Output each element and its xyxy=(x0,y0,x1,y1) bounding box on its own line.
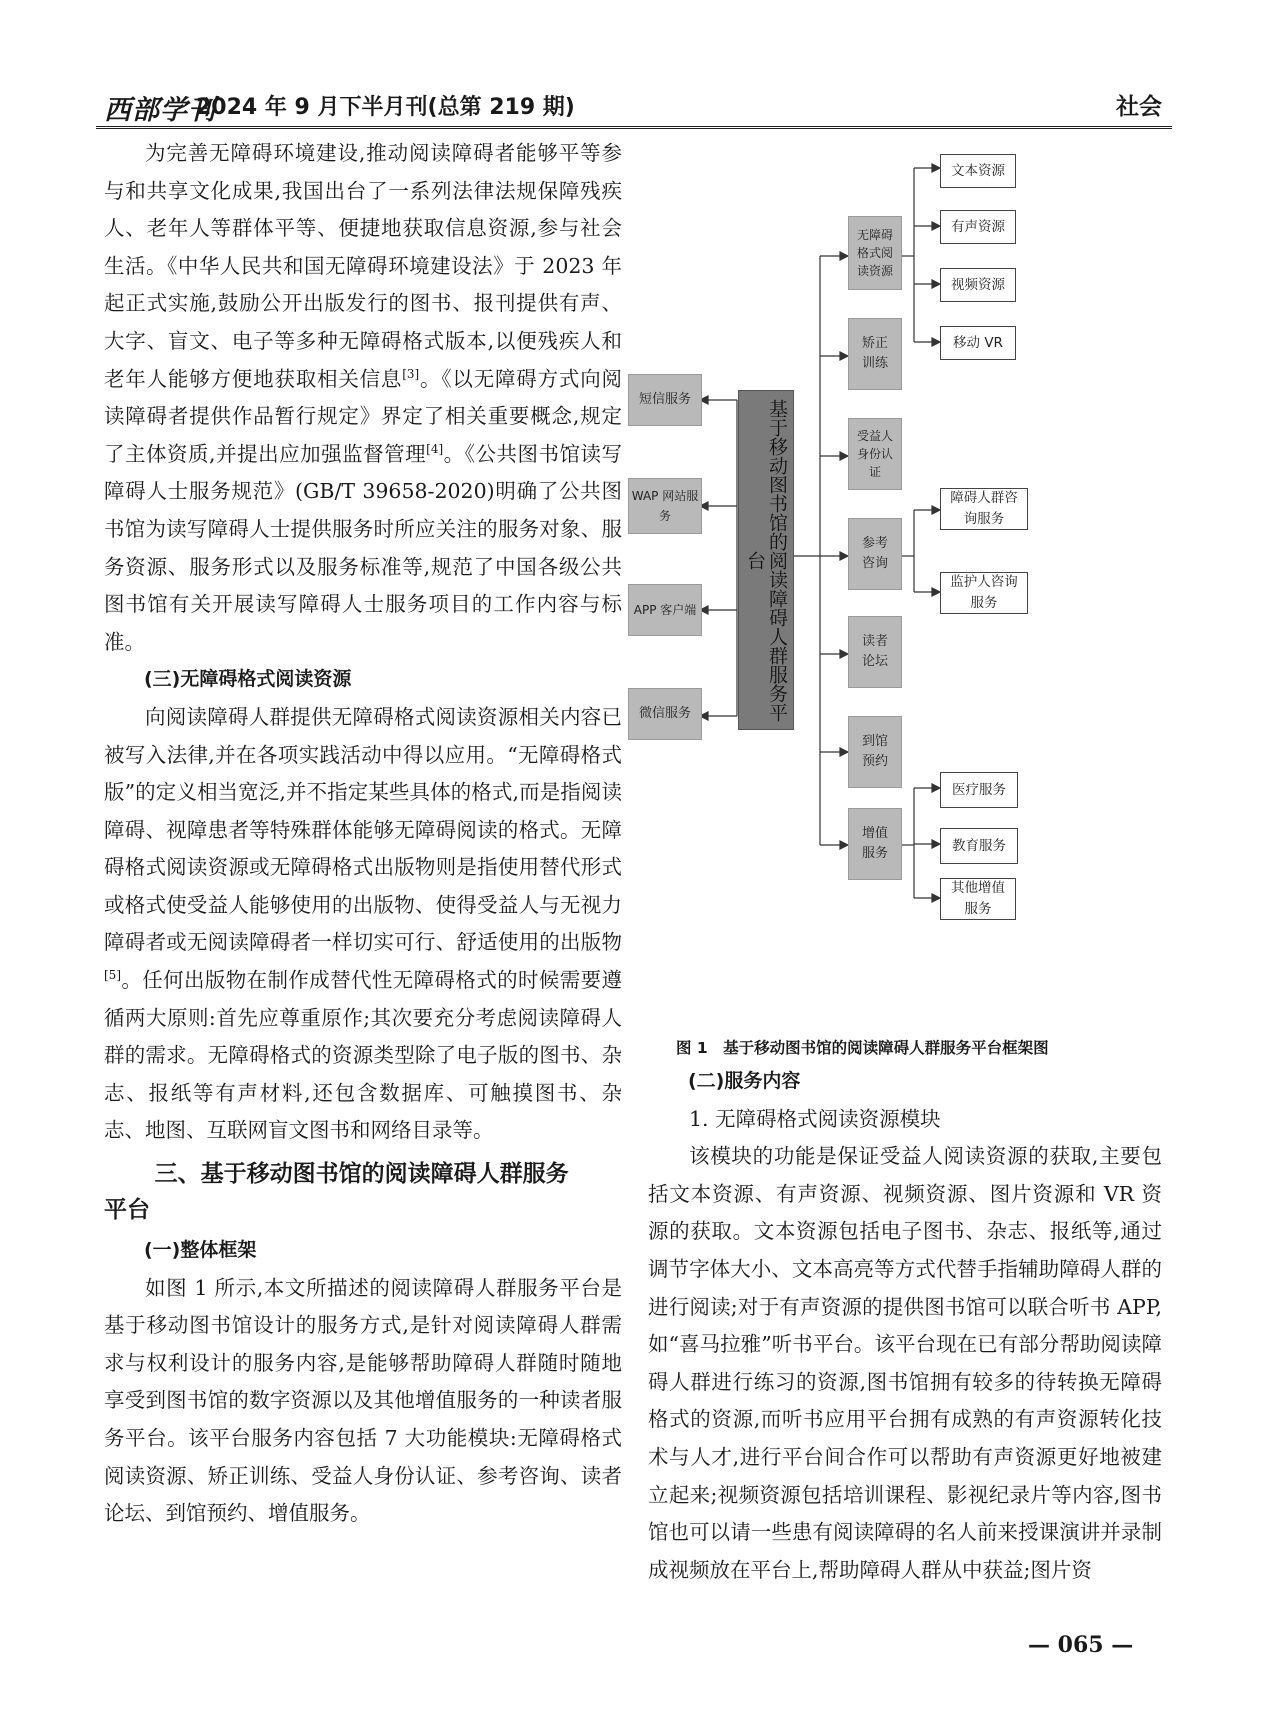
paragraph: 向阅读障碍人群提供无障碍格式阅读资源相关内容已被写入法律,并在各项实践活动中得以应用。“无障碍格式版”的定义相当宽泛,并不指定某些具体的格式,而是指阅读障碍、视障患者等特殊群体能够无障碍阅读的格式。无障碍格式阅读资源或无障碍格式出版物则是指使用替代形式或格式使受益人能够使用的出版物、使得受益人与无视力障碍者或无阅读障碍者一样切实可行、舒适使用的出版物[5]。任何出版物在制作成替代性无障碍格式的时候需要遵循两大原则:首先应尊重原作;其次要充分考虑阅读障碍人群的需求。无障碍格式的资源类型除了电子版的图书、杂志、报纸等有声材料,还包含数据库、可触摸图书、杂志、地图、互联网盲文图书和网络目录等。 xyxy=(104,704,622,1143)
sub-resource-box: 视频资源 xyxy=(940,268,1016,302)
module-box: 增值服务 xyxy=(848,808,902,880)
platform-center-box: 基于移动图书馆的阅读障碍人群服务平台 xyxy=(738,390,794,730)
subsection-heading: (三)无障碍格式阅读资源 xyxy=(144,668,352,691)
sub-value-box: 教育服务 xyxy=(940,828,1018,864)
page-number: — 065 — xyxy=(1028,1632,1134,1658)
subsubsection-heading: 1. 无障碍格式阅读资源模块 xyxy=(689,1106,941,1131)
section-heading-cont: 平台 xyxy=(104,1197,150,1224)
section-heading: 三、基于移动图书馆的阅读障碍人群服务 xyxy=(154,1161,569,1188)
paragraph: 为完善无障碍环境建设,推动阅读障碍者能够平等参与和共享文化成果,我国出台了一系列法律法规保障残疾人、老年人等群体平等、便捷地获取信息资源,参与社会生活。《中华人民共和国无障碍环境建设法》于 2023 年起正式实施,鼓励公开出版发行的图书、报刊提供有声、大字、盲文、电子等多种无障碍格式版本,以便残疾人和老年人能够方便地获取相关信息[3]。《以无障碍方式向阅读障碍者提供作品暂行规定》界定了相关重要概念,规定了主体资质,并提出应加强监督管理[4]。《公共图书馆读写障碍人士服务规范》(GB/T 39658-2020)明确了公共图书馆为读写障碍人士提供服务时所应关注的服务对象、服务资源、服务形式以及服务标准等,规范了中国各级公共图书馆有关开展读写障碍人士服务项目的工作内容与标准。 xyxy=(104,141,623,654)
channel-box: APP 客户端 xyxy=(628,584,702,636)
framework-figure xyxy=(631,160,1162,1020)
channel-box: WAP 网站服务 xyxy=(628,478,702,534)
module-box: 到馆预约 xyxy=(848,716,902,788)
subsection-heading: (一)整体框架 xyxy=(144,1239,257,1262)
left-column xyxy=(104,135,622,1533)
module-box: 参考咨询 xyxy=(848,518,902,590)
module-box: 无障碍格式阅读资源 xyxy=(848,216,902,290)
channel-box: 短信服务 xyxy=(628,374,702,426)
sub-resource-box: 文本资源 xyxy=(940,154,1016,188)
section-label: 社会 xyxy=(1116,94,1162,120)
sub-value-box: 医疗服务 xyxy=(940,772,1018,808)
figure-caption: 图 1 基于移动图书馆的阅读障碍人群服务平台框架图 xyxy=(676,1039,1049,1057)
module-box: 受益人身份认证 xyxy=(848,418,902,490)
paragraph: 如图 1 所示,本文所描述的阅读障碍人群服务平台是基于移动图书馆设计的服务方式,是针对阅读障碍人群需求与权利设计的服务内容,是能够帮助障碍人群随时随地享受到图书馆的数字资源以及其他增值服务的一种读者服务平台。该平台服务内容包括 7 大功能模块:无障碍格式阅读资源、矫正训练、受益人身份认证、参考咨询、读者论坛、到馆预约、增值服务。 xyxy=(104,1275,622,1526)
sub-resource-box: 移动 VR xyxy=(940,326,1016,360)
paragraph: 该模块的功能是保证受益人阅读资源的获取,主要包括文本资源、有声资源、视频资源、图片资源和 VR 资源的获取。文本资源包括电子图书、杂志、报纸等,通过调节字体大小、文本高亮等方式代替手指辅助障碍人群的进行阅读;对于有声资源的提供图书馆可以联合听书 APP,如“喜马拉雅”听书平台。该平台现在已有部分帮助阅读障碍人群进行练习的资源,图书馆拥有较多的待转换无障碍格式的资源,而听书应用平台拥有成熟的有声资源转化技术与人才,进行平台间合作可以帮助有声资源更好地被建立起来;视频资源包括培训课程、影视纪录片等内容,图书馆也可以请一些患有阅读障碍的名人前来授课演讲并录制成视频放在平台上,帮助障碍人群从中获益;图片资 xyxy=(648,1144,1162,1582)
page-header xyxy=(96,82,1172,129)
journal-issue: 2024 年 9 月下半月刊(总第 219 期) xyxy=(196,95,575,120)
sub-consult-box: 监护人咨询服务 xyxy=(940,572,1028,614)
right-column xyxy=(648,1063,1162,1589)
sub-resource-box: 有声资源 xyxy=(940,210,1016,244)
journal-logo: 西部学刊 xyxy=(104,95,216,126)
channel-box: 微信服务 xyxy=(628,688,702,740)
subsection-heading: (二)服务内容 xyxy=(688,1070,801,1092)
module-box: 读者论坛 xyxy=(848,616,902,688)
sub-value-box: 其他增值服务 xyxy=(940,878,1016,920)
module-box: 矫正训练 xyxy=(848,318,902,390)
sub-consult-box: 障碍人群咨询服务 xyxy=(940,488,1028,530)
